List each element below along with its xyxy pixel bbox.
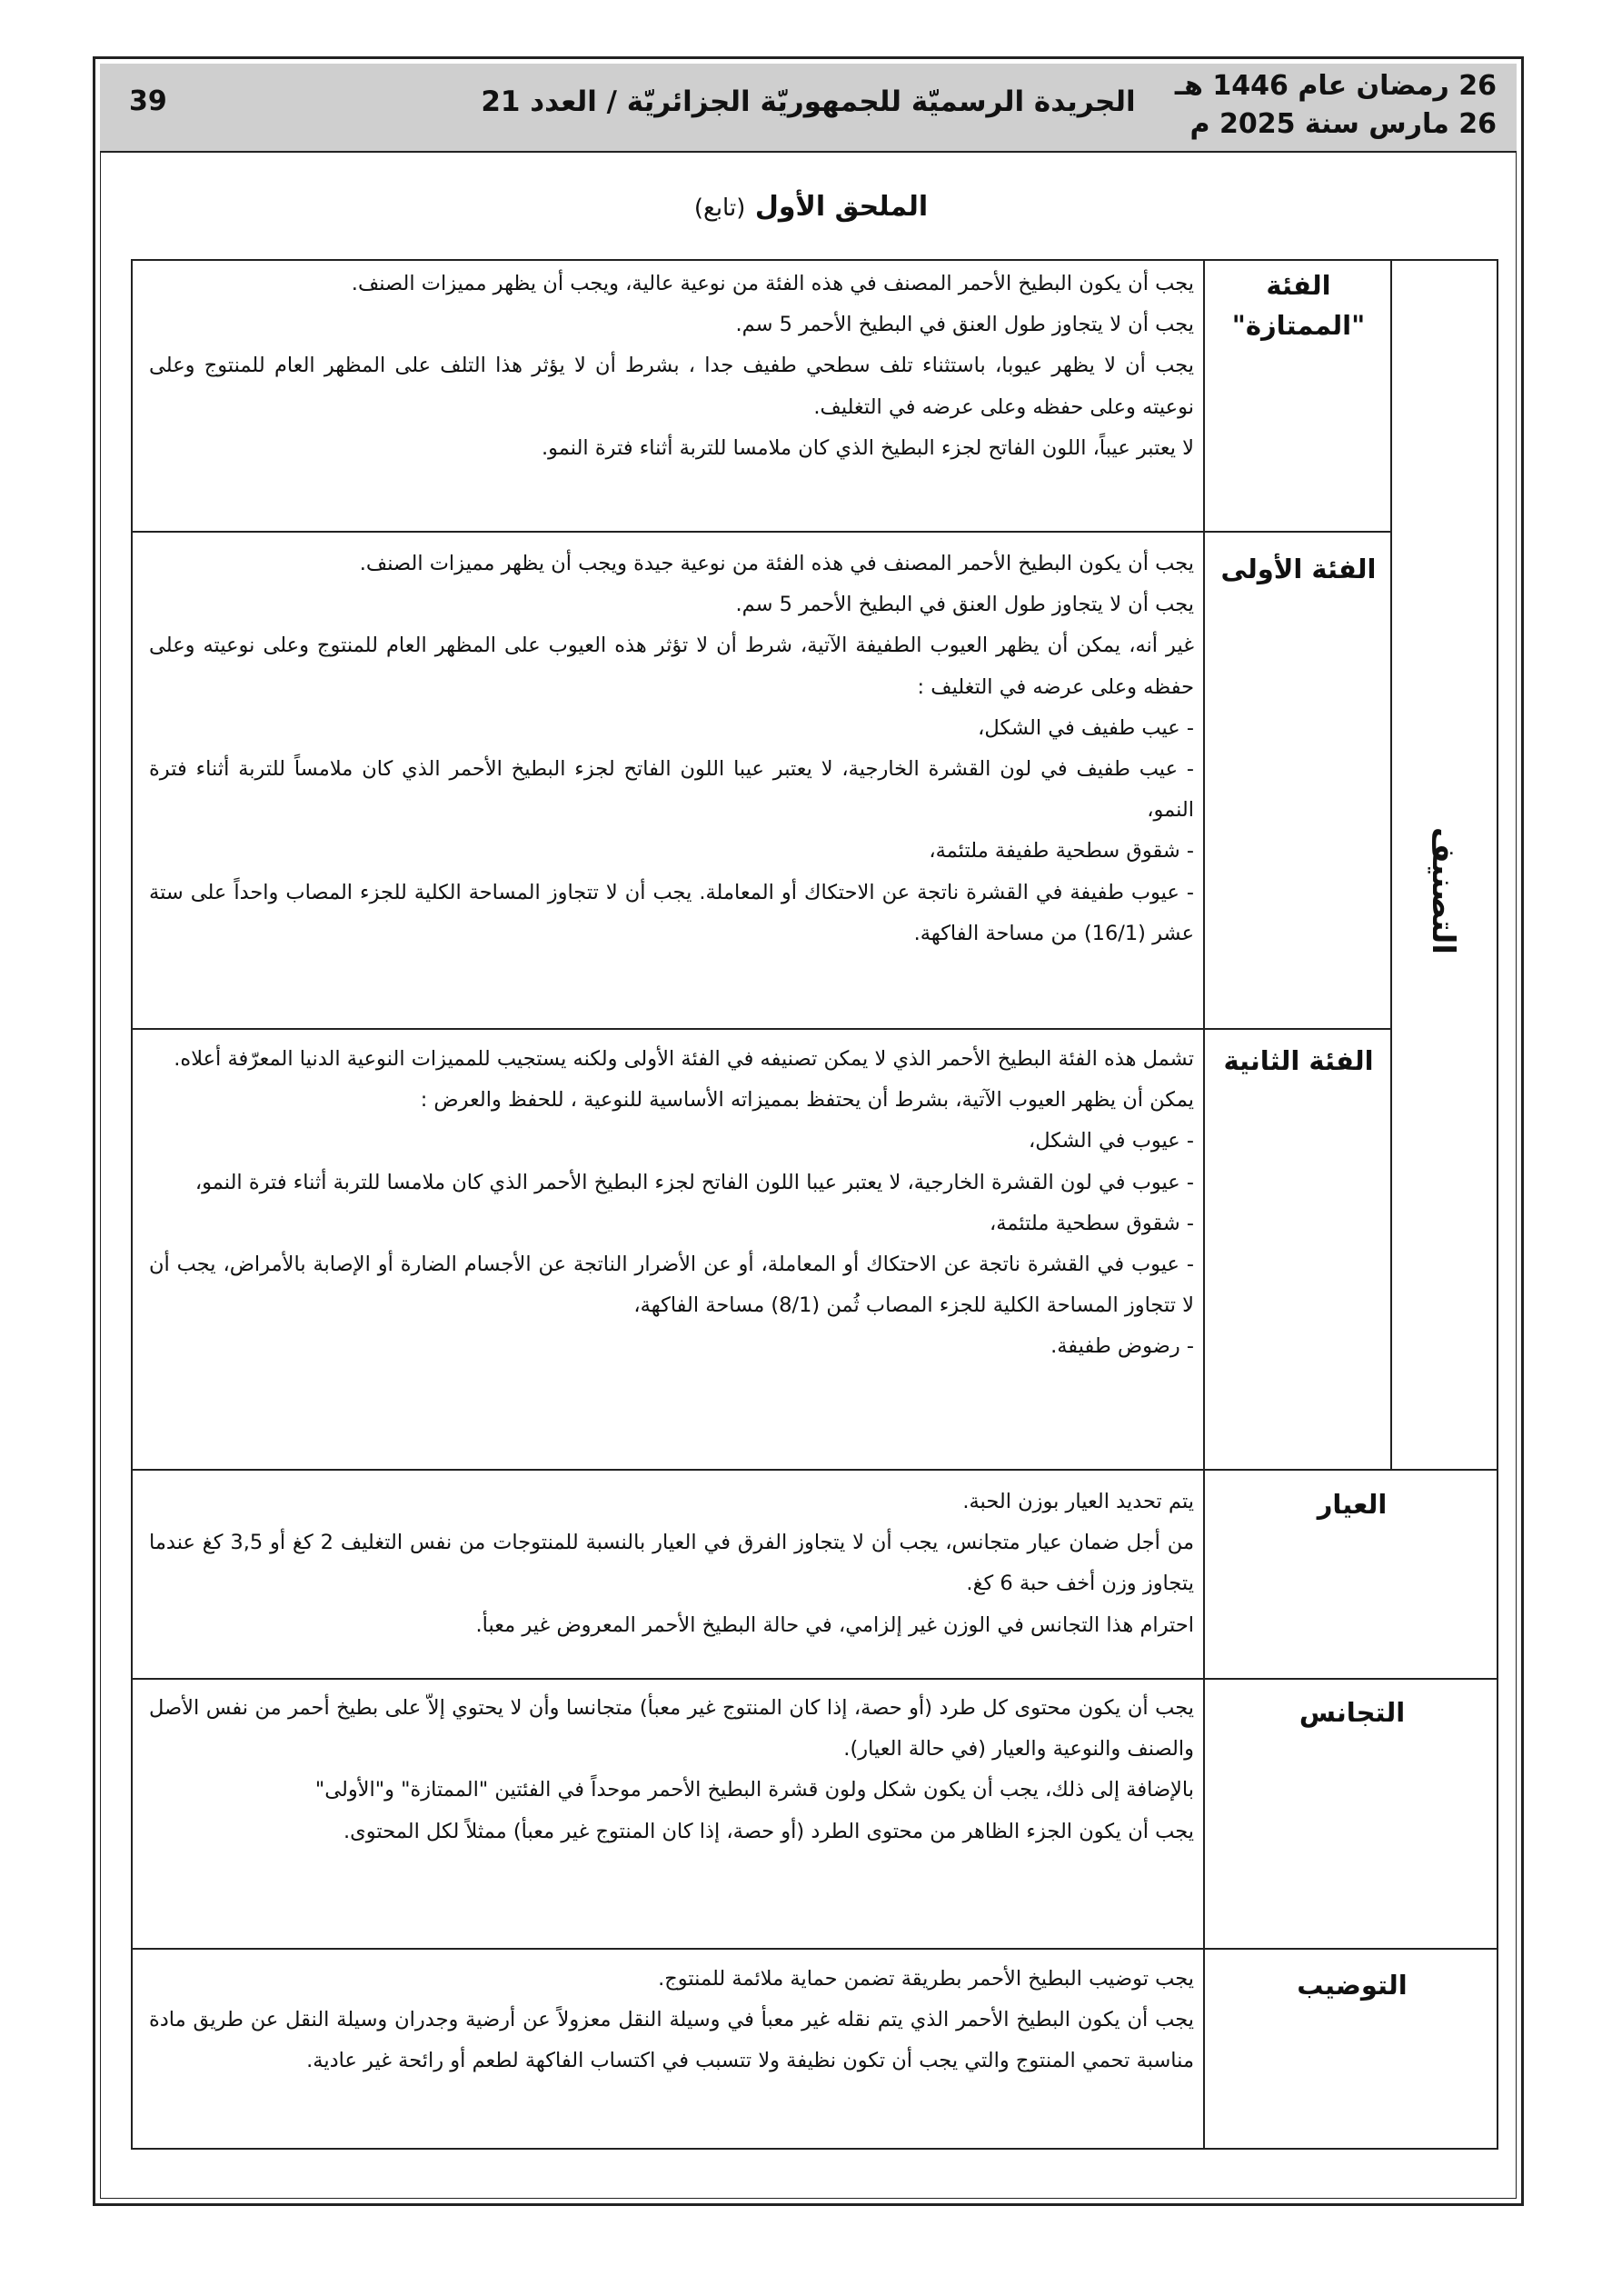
row-separator-3	[131, 1469, 1498, 1471]
category-first-text	[149, 544, 1194, 954]
category-extra-label: الفئة "الممتازة"	[1231, 270, 1366, 341]
paragraph: - شقوق سطحية ملتئمة،	[990, 1211, 1194, 1235]
row-separator-1	[131, 531, 1391, 533]
page-number: 39	[129, 85, 167, 117]
paragraph: - عيوب في لون القشرة الخارجية، لا يعتبر عيبا اللون الفاتح لجزء البطيخ الأحمر الذي كان ملامسا للتربة أثناء فترة النمو،	[194, 1170, 1194, 1194]
annex-title	[0, 191, 1622, 223]
paragraph: يجب أن يكون البطيخ الأحمر المصنف في هذه الفئة من نوعية عالية، ويجب أن يظهر مميزات الصنف.	[351, 272, 1194, 295]
paragraph: يجب أن يكون الجزء الظاهر من محتوى الطرد (أو حصة، إذا كان المنتوج غير معبأ) ممثلاً لكل المحتوى.	[343, 1819, 1194, 1843]
paragraph: - عيوب في القشرة ناتجة عن الاحتكاك أو المعاملة، أو عن الأضرار الناتجة عن الأجسام الضارة أو الإصابة بالأمراض، يجب أن لا تتجاوز المساحة الكلية للجزء المصاب ثُمن (8/1) مساحة الفاكهة،	[149, 1253, 1194, 1318]
paragraph: يجب أن لا يظهر عيوبا، باستثناء تلف سطحي طفيف جدا ، بشرط أن لا يؤثر هذا التلف على المظهر العام للمنتوج وعلى نوعيته وعلى حفظه وعلى عرضه في التغليف.	[149, 354, 1194, 419]
paragraph: يمكن أن يظهر العيوب الآتية، بشرط أن يحتفظ بمميزاته الأساسية للنوعية ، للحفظ والعرض :	[420, 1088, 1194, 1113]
paragraph: بالإضافة إلى ذلك، يجب أن يكون شكل ولون قشرة البطيخ الأحمر موحداً في الفئتين "الممتازة" و"الأولى"	[314, 1778, 1194, 1802]
row-separator-2	[131, 1028, 1391, 1030]
paragraph: يجب أن لا يتجاوز طول العنق في البطيخ الأحمر 5 سم.	[735, 593, 1194, 617]
paragraph: يجب توضيب البطيخ الأحمر بطريقة تضمن حماية ملائمة للمنتوج.	[658, 1967, 1194, 1991]
table-border-top	[131, 259, 1498, 261]
category-second-label: الفئة الثانية	[1223, 1045, 1374, 1076]
paragraph: - عيوب في الشكل،	[1028, 1129, 1194, 1153]
uniformity-label: التجانس	[1299, 1697, 1406, 1728]
packaging-text	[149, 1959, 1194, 2082]
sizing-text	[149, 1482, 1194, 1646]
uniformity-text	[149, 1688, 1194, 1852]
row-separator-4	[131, 1678, 1498, 1680]
paragraph: يجب أن يكون البطيخ الأحمر المصنف في هذه الفئة من نوعية جيدة ويجب أن يظهر مميزات الصنف.	[359, 552, 1194, 575]
category-first-label: الفئة الأولى	[1220, 554, 1377, 584]
table-border-right	[1497, 259, 1498, 2150]
row-separator-5	[131, 1948, 1498, 1950]
paragraph: - عيب طفيف في لون القشرة الخارجية، لا يعتبر عيبا اللون الفاتح لجزء البطيخ الأحمر الذي كان ملامساً للتربة أثناء فترة النمو،	[149, 757, 1194, 823]
packaging-label: التوضيب	[1297, 1970, 1408, 2001]
table-border-left	[131, 259, 133, 2150]
paragraph: يجب أن يكون محتوى كل طرد (أو حصة، إذا كان المنتوج غير معبأ) متجانسا وأن لا يحتوي إلاّ على بطيخ أحمر من نفس الأصل والصنف والنوعية والعيار (في حالة العيار).	[149, 1696, 1194, 1762]
paragraph: من أجل ضمان عيار متجانس، يجب أن لا يتجاوز الفرق في العيار بالنسبة للمنتوجات من نفس التغليف 2 كغ أو 3,5 كغ عندما يتجاوز وزن أخف حبة 6 كغ.	[149, 1531, 1194, 1596]
paragraph: يجب أن يكون البطيخ الأحمر الذي يتم نقله غير معبأ في وسيلة النقل معزولاً عن أرضية وجدران وسيلة النقل عن طريق مادة مناسبة تحمي المنتوج والتي يجب أن تكون نظيفة ولا تتسبب في اكتساب الفاكهة لطعم أو رائحة غير عادية.	[149, 2008, 1194, 2073]
column-separator-classification	[1390, 259, 1392, 1471]
paragraph: - عيوب طفيفة في القشرة ناتجة عن الاحتكاك أو المعاملة. يجب أن لا تتجاوز المساحة الكلية للجزء المصاب واحداً على ستة عشر (16/1) من مساحة الفاكهة.	[149, 880, 1194, 945]
date-gregorian: 26 مارس سنة 2025 م	[1189, 108, 1497, 140]
paragraph: يجب أن لا يتجاوز طول العنق في البطيخ الأحمر 5 سم.	[735, 313, 1194, 337]
category-extra-text	[149, 264, 1194, 469]
paragraph: - شقوق سطحية طفيفة ملتئمة،	[929, 839, 1194, 863]
paragraph: يتم تحديد العيار بوزن الحبة.	[962, 1490, 1194, 1513]
paragraph: لا يعتبر عيباً، اللون الفاتح لجزء البطيخ الذي كان ملامسا للتربة أثناء فترة النمو.	[542, 435, 1194, 460]
table-border-bottom	[131, 2148, 1498, 2150]
classification-label-text: التصنيف	[1425, 826, 1461, 955]
category-second-text	[149, 1039, 1194, 1368]
paragraph: احترام هذا التجانس في الوزن غير إلزامي، في حالة البطيخ الأحمر المعروض غير معبأ.	[475, 1612, 1194, 1637]
paragraph: - عيب طفيف في الشكل،	[978, 715, 1194, 740]
paragraph: - رضوض طفيفة.	[1050, 1334, 1194, 1359]
paragraph: غير أنه، يمكن أن يظهر العيوب الطفيفة الآتية، شرط أن لا تؤثر هذه العيوب على المظهر العام للمنتوج وعلى نوعيته وعلى حفظه وعلى عرضه في التغليف :	[149, 634, 1194, 699]
sizing-label: العيار	[1317, 1489, 1388, 1520]
column-separator-text	[1203, 259, 1205, 2150]
annex-continued: (تابع)	[693, 195, 746, 222]
classification-label	[1425, 754, 1461, 1027]
gazette-title: الجريدة الرسميّة للجمهوريّة الجزائريّة / العدد 21	[481, 85, 1136, 118]
annex-title-text: الملحق الأول	[754, 191, 929, 223]
gazette-header	[100, 64, 1517, 153]
date-hijri: 26 رمضان عام 1446 هـ	[1174, 70, 1497, 102]
paragraph: تشمل هذه الفئة البطيخ الأحمر الذي لا يمكن تصنيفه في الفئة الأولى ولكنه يستجيب للمميزات النوعية الدنيا المعرّفة أعلاه.	[174, 1047, 1194, 1071]
